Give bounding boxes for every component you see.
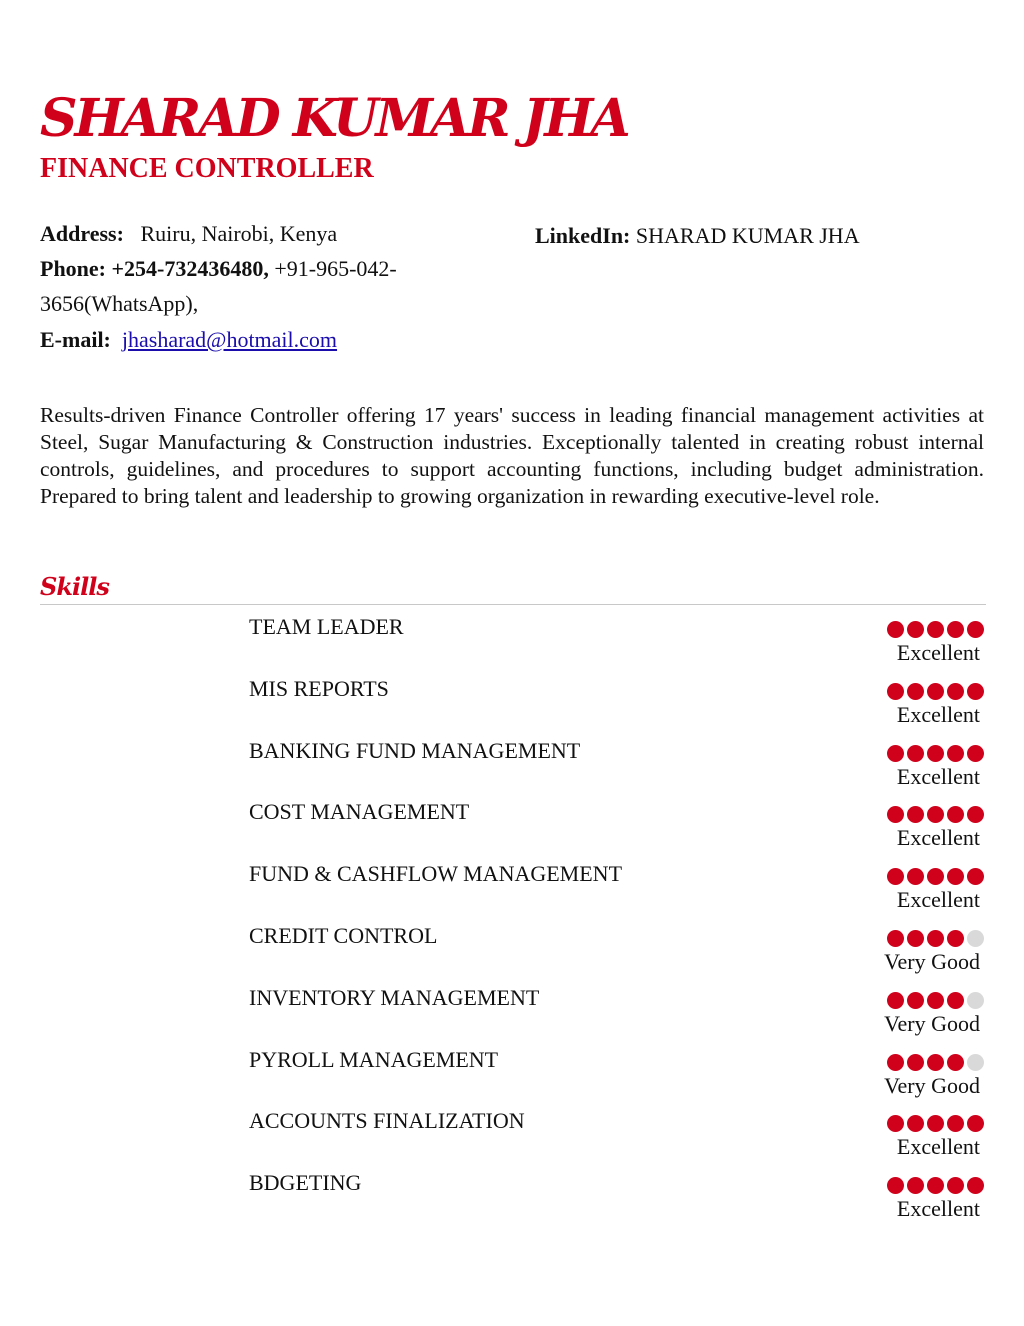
rating-dot-filled bbox=[947, 930, 964, 947]
rating-dot-filled bbox=[907, 806, 924, 823]
skill-rating-label: Excellent bbox=[896, 1134, 980, 1160]
rating-dot-filled bbox=[947, 992, 964, 1009]
rating-dot-filled bbox=[887, 621, 904, 638]
skill-row bbox=[0, 1168, 1024, 1230]
rating-dot-filled bbox=[927, 1177, 944, 1194]
rating-dot-empty bbox=[967, 992, 984, 1009]
skill-rating-dots bbox=[887, 1054, 984, 1071]
email-link[interactable]: jhasharad@hotmail.com bbox=[121, 327, 338, 352]
rating-dot-filled bbox=[887, 745, 904, 762]
rating-dot-filled bbox=[967, 806, 984, 823]
rating-dot-filled bbox=[947, 745, 964, 762]
rating-dot-filled bbox=[907, 1115, 924, 1132]
rating-dot-filled bbox=[887, 1115, 904, 1132]
skill-rating-label: Excellent bbox=[896, 1196, 980, 1222]
email-line bbox=[40, 325, 337, 355]
rating-dot-filled bbox=[887, 868, 904, 885]
rating-dot-filled bbox=[887, 1054, 904, 1071]
skill-row bbox=[0, 1106, 1024, 1168]
rating-dot-filled bbox=[887, 806, 904, 823]
linkedin-line bbox=[535, 221, 860, 251]
skill-row bbox=[0, 859, 1024, 921]
rating-dot-filled bbox=[967, 621, 984, 638]
skill-name: MIS REPORTS bbox=[249, 675, 389, 701]
skill-rating-label: Excellent bbox=[896, 701, 980, 727]
skill-row bbox=[0, 674, 1024, 736]
phone-secondary-cont: 3656(WhatsApp), bbox=[40, 291, 199, 316]
rating-dot-filled bbox=[927, 806, 944, 823]
skill-row bbox=[0, 1045, 1024, 1107]
rating-dot-filled bbox=[907, 1054, 924, 1071]
rating-dot-filled bbox=[947, 1115, 964, 1132]
rating-dot-filled bbox=[927, 1054, 944, 1071]
phone-line-cont bbox=[40, 289, 198, 319]
rating-dot-empty bbox=[967, 930, 984, 947]
rating-dot-filled bbox=[927, 745, 944, 762]
job-title: FINANCE CONTROLLER bbox=[40, 153, 374, 184]
rating-dot-filled bbox=[907, 621, 924, 638]
skill-rating-dots bbox=[887, 1115, 984, 1132]
skills-heading: Skills bbox=[40, 572, 109, 601]
rating-dot-filled bbox=[887, 683, 904, 700]
skill-name: PYROLL MANAGEMENT bbox=[249, 1046, 499, 1072]
rating-dot-filled bbox=[907, 868, 924, 885]
skill-name: BANKING FUND MANAGEMENT bbox=[249, 737, 581, 763]
skill-rating-dots bbox=[887, 930, 984, 947]
address-value: Ruiru, Nairobi, Kenya bbox=[140, 221, 338, 246]
skill-rating-label: Very Good bbox=[884, 948, 980, 974]
rating-dot-filled bbox=[927, 1115, 944, 1132]
rating-dot-filled bbox=[927, 683, 944, 700]
rating-dot-filled bbox=[887, 992, 904, 1009]
rating-dot-filled bbox=[947, 621, 964, 638]
skill-rating-label: Excellent bbox=[896, 887, 980, 913]
rating-dot-filled bbox=[947, 806, 964, 823]
skill-rating-dots bbox=[887, 745, 984, 762]
skill-rating-label: Excellent bbox=[896, 640, 980, 665]
phone-primary: +254-732436480, bbox=[111, 256, 269, 281]
section-divider bbox=[40, 604, 986, 605]
skill-row bbox=[0, 921, 1024, 983]
rating-dot-filled bbox=[887, 930, 904, 947]
linkedin-value: SHARAD KUMAR JHA bbox=[635, 223, 860, 248]
rating-dot-filled bbox=[967, 1177, 984, 1194]
skill-rating-dots bbox=[887, 868, 984, 885]
phone-line bbox=[40, 254, 397, 284]
rating-dot-filled bbox=[907, 745, 924, 762]
skill-name: COST MANAGEMENT bbox=[249, 799, 470, 825]
rating-dot-filled bbox=[907, 1177, 924, 1194]
address-label: Address: bbox=[40, 221, 124, 246]
skill-name: FUND & CASHFLOW MANAGEMENT bbox=[249, 861, 623, 887]
skill-name: INVENTORY MANAGEMENT bbox=[249, 984, 540, 1010]
skill-rating-dots bbox=[887, 992, 984, 1009]
rating-dot-empty bbox=[967, 1054, 984, 1071]
skill-rating-label: Excellent bbox=[896, 763, 980, 789]
skills-list bbox=[0, 612, 1024, 1230]
linkedin-label: LinkedIn: bbox=[535, 223, 631, 248]
profile-summary: Results-driven Finance Controller offering 17 years' success in leading financial management activities at Steel, Sugar Manufacturing & Construction industries. Exceptionally talented in creating robust internal controls, guidelines, and procedures to support accounting functions, including budget administration. Prepared to bring talent and leadership to growing organization in rewarding executive-level role. bbox=[40, 403, 984, 508]
rating-dot-filled bbox=[927, 621, 944, 638]
rating-dot-filled bbox=[907, 683, 924, 700]
skill-row bbox=[0, 736, 1024, 798]
skill-row bbox=[0, 612, 1024, 674]
skill-rating-label: Very Good bbox=[884, 1072, 980, 1098]
phone-secondary: +91-965-042- bbox=[274, 256, 397, 281]
rating-dot-filled bbox=[947, 868, 964, 885]
rating-dot-filled bbox=[947, 1054, 964, 1071]
rating-dot-filled bbox=[927, 992, 944, 1009]
address-line bbox=[40, 219, 337, 249]
skill-rating-dots bbox=[887, 621, 984, 638]
email-label: E-mail: bbox=[40, 327, 111, 352]
rating-dot-filled bbox=[927, 868, 944, 885]
rating-dot-filled bbox=[967, 868, 984, 885]
skill-rating-dots bbox=[887, 683, 984, 700]
skill-name: ACCOUNTS FINALIZATION bbox=[249, 1108, 525, 1134]
rating-dot-filled bbox=[967, 745, 984, 762]
rating-dot-filled bbox=[967, 1115, 984, 1132]
skill-rating-label: Very Good bbox=[884, 1010, 980, 1036]
candidate-name: SHARAD KUMAR JHA bbox=[40, 88, 628, 149]
skill-name: CREDIT CONTROL bbox=[249, 922, 438, 948]
rating-dot-filled bbox=[907, 930, 924, 947]
skill-name: TEAM LEADER bbox=[249, 614, 404, 639]
skill-rating-label: Excellent bbox=[896, 825, 980, 851]
skill-rating-dots bbox=[887, 1177, 984, 1194]
phone-label: Phone: bbox=[40, 256, 106, 281]
skill-name: BDGETING bbox=[249, 1170, 362, 1196]
skill-row bbox=[0, 797, 1024, 859]
rating-dot-filled bbox=[887, 1177, 904, 1194]
skill-row bbox=[0, 983, 1024, 1045]
rating-dot-filled bbox=[907, 992, 924, 1009]
rating-dot-filled bbox=[947, 1177, 964, 1194]
rating-dot-filled bbox=[947, 683, 964, 700]
rating-dot-filled bbox=[927, 930, 944, 947]
rating-dot-filled bbox=[967, 683, 984, 700]
skill-rating-dots bbox=[887, 806, 984, 823]
